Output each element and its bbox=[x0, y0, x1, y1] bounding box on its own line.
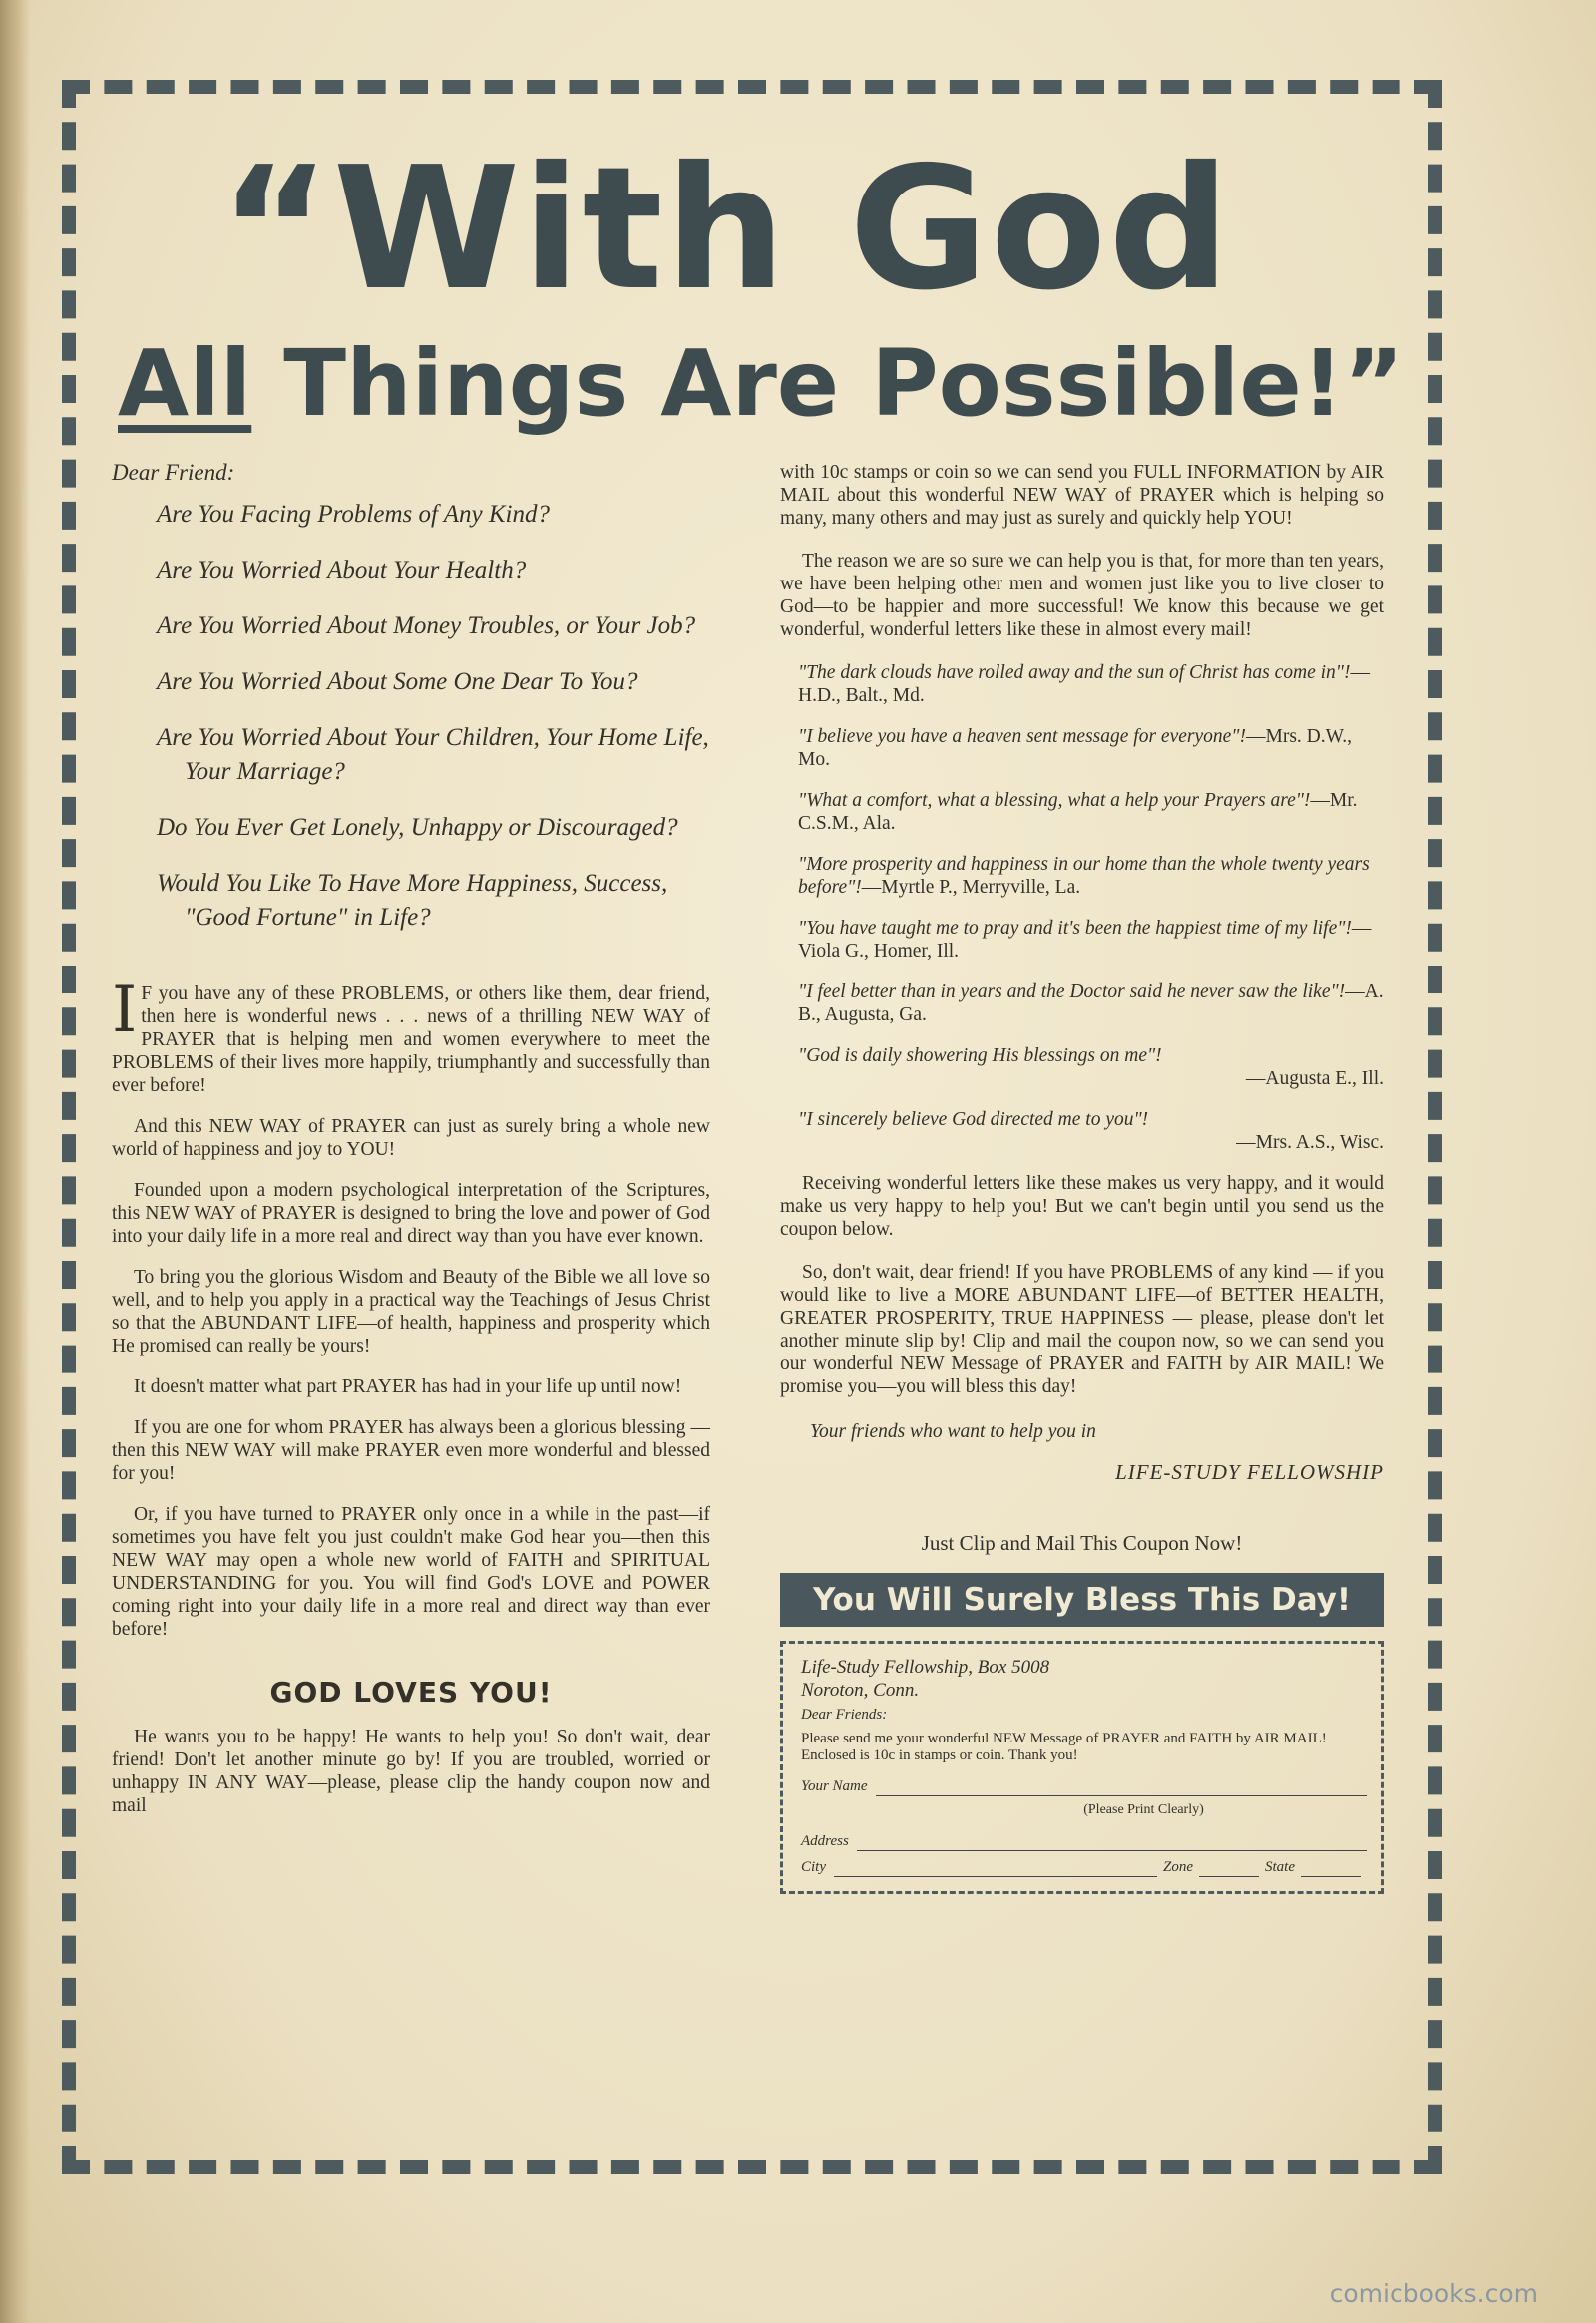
testimonial-quote: "What a comfort, what a blessing, what a help your Prayers are"! bbox=[798, 790, 1311, 811]
body-paragraph: If you are one for whom PRAYER has always been a glorious blessing — then this NEW WAY will make PRAYER even more wonderful and blessed for you! bbox=[112, 1417, 710, 1484]
headline-underlined-word: All bbox=[118, 330, 252, 437]
name-hint: (Please Print Clearly) bbox=[1083, 1802, 1204, 1817]
testimonial-author: —H.D., Balt., Md. bbox=[798, 662, 1370, 706]
state-label: State bbox=[1265, 1859, 1295, 1875]
testimonial-author: —A. B., Augusta, Ga. bbox=[798, 981, 1384, 1025]
testimonial-quote: "I feel better than in years and the Doctor said he never saw the like"! bbox=[798, 981, 1346, 1002]
body-paragraph: Founded upon a modern psychological interpretation of the Scriptures, this NEW WAY of PRAYER is designed to bring the love and power of God into your daily life in a more real and direct way than you have ever known. bbox=[112, 1180, 710, 1247]
headline-line-2-rest: Things Are Possible!” bbox=[251, 330, 1404, 437]
coupon-message: Please send me your wonderful NEW Message of PRAYER and FAITH by AIR MAIL! Enclosed is 10c in stamps or coin. Thank you! bbox=[801, 1731, 1327, 1763]
address-field-row bbox=[801, 1829, 1367, 1851]
reason-paragraph: The reason we are so sure we can help you is that, for more than ten years, we have been helping other men and women just like you to live closer to God—to be happier and more successful! We know this because we get wonderful, wonderful letters like these in almost every mail! bbox=[780, 551, 1384, 640]
body-paragraph-intro bbox=[112, 973, 710, 1097]
headline-line-1: “With God bbox=[219, 131, 1233, 328]
testimonial-author: —Mr. C.S.M., Ala. bbox=[798, 790, 1358, 834]
testimonial bbox=[798, 853, 1384, 899]
drop-cap: I bbox=[112, 973, 138, 1047]
testimonial bbox=[798, 725, 1384, 771]
testimonial bbox=[798, 661, 1384, 707]
body-paragraph: Or, if you have turned to PRAYER only once in a while in the past—if sometimes you have felt you just couldn't make God hear you—then this NEW WAY may open a whole new world of FAITH and SPIRITUAL UNDERSTANDING for you. You will find God's LOVE and POWER coming right into your daily life in a more real and direct way than ever before! bbox=[112, 1504, 710, 1640]
name-label: Your Name bbox=[801, 1778, 868, 1794]
testimonial-author: —Viola G., Homer, Ill. bbox=[798, 918, 1372, 962]
coupon-address-line-1: Life-Study Fellowship, Box 5008 bbox=[801, 1657, 1050, 1678]
body-paragraph: It doesn't matter what part PRAYER has had in your life up until now! bbox=[134, 1376, 682, 1397]
right-column bbox=[780, 461, 1384, 1894]
question-item: Are You Worried About Money Troubles, or Your Job? bbox=[157, 612, 696, 639]
zone-field[interactable] bbox=[1199, 1862, 1259, 1877]
question-item: Are You Facing Problems of Any Kind? bbox=[157, 501, 550, 528]
testimonial-quote: "You have taught me to pray and it's been the happiest time of my life"! bbox=[798, 918, 1352, 939]
closing-paragraph: He wants you to be happy! He wants to help you! So don't wait, dear friend! Don't let another minute go by! If you are troubled, worried or unhappy IN ANY WAY—please, please clip the handy coupon now and mail bbox=[112, 1727, 710, 1816]
testimonial bbox=[798, 917, 1384, 963]
body-paragraph: And this NEW WAY of PRAYER can just as surely bring a whole new world of happiness and joy to YOU! bbox=[112, 1116, 710, 1160]
left-column bbox=[112, 461, 710, 1835]
city-field[interactable] bbox=[834, 1862, 1157, 1877]
testimonial bbox=[798, 980, 1384, 1026]
testimonial-author: —Mrs. A.S., Wisc. bbox=[1236, 1132, 1384, 1153]
signature: LIFE-STUDY FELLOWSHIP bbox=[1115, 1460, 1384, 1484]
zone-label: Zone bbox=[1163, 1859, 1193, 1875]
testimonial-quote: "I believe you have a heaven sent message for everyone"! bbox=[798, 726, 1246, 747]
testimonial-author: —Augusta E., Ill. bbox=[1245, 1068, 1384, 1089]
clip-instruction: Just Clip and Mail This Coupon Now! bbox=[921, 1531, 1243, 1555]
testimonial-author: —Mrs. D.W., Mo. bbox=[798, 726, 1352, 770]
receiving-paragraph: Receiving wonderful letters like these makes us very happy, and it would make us very happy to help you! But we can't begin until you send us the coupon below. bbox=[780, 1173, 1384, 1240]
intro-text: F you have any of these PROBLEMS, or others like them, dear friend, then here is wonderful news . . . news of a thrilling NEW WAY of PRAYER that is helping men and women everywhere to meet the PROBLEMS of their lives more happily, triumphantly and successfully than ever before! bbox=[112, 983, 710, 1096]
headline-line-2 bbox=[118, 329, 1404, 439]
coupon-dear: Dear Friends: bbox=[801, 1707, 888, 1723]
testimonial bbox=[798, 789, 1384, 835]
testimonial bbox=[798, 1044, 1384, 1090]
question-item: Are You Worried About Your Children, Your Home Life, Your Marriage? bbox=[157, 724, 709, 785]
question-item: Are You Worried About Your Health? bbox=[157, 557, 527, 583]
mail-coupon bbox=[780, 1641, 1384, 1894]
question-item: Do You Ever Get Lonely, Unhappy or Discouraged? bbox=[157, 814, 678, 841]
body-paragraph: To bring you the glorious Wisdom and Beauty of the Bible we all love so well, and to help you apply in a practical way the Teachings of Jesus Christ so that the ABUNDANT LIFE—of health, happiness and prosperity which He promised can really be yours! bbox=[112, 1267, 710, 1356]
coupon-address-line-2: Noroton, Conn. bbox=[801, 1680, 920, 1701]
watermark: comicbooks.com bbox=[1329, 2279, 1538, 2308]
testimonial-quote: "The dark clouds have rolled away and the sun of Christ has come in"! bbox=[798, 662, 1351, 683]
section-heading: GOD LOVES YOU! bbox=[269, 1676, 553, 1709]
continuation-paragraph: with 10c stamps or coin so we can send you FULL INFORMATION by AIR MAIL about this wonderful NEW WAY of PRAYER which is helping so many, many others and may just as surely and quickly help YOU! bbox=[780, 462, 1384, 529]
page-spine-shadow bbox=[0, 0, 30, 2323]
state-field[interactable] bbox=[1301, 1862, 1361, 1877]
coupon-banner: You Will Surely Bless This Day! bbox=[780, 1573, 1384, 1627]
testimonial-quote: "God is daily showering His blessings on me"! bbox=[798, 1045, 1162, 1066]
name-field[interactable] bbox=[876, 1781, 1367, 1796]
city-zone-state-row bbox=[801, 1855, 1367, 1877]
testimonial-quote: "I sincerely believe God directed me to you"! bbox=[798, 1109, 1149, 1130]
question-item: Are You Worried About Some One Dear To You? bbox=[157, 668, 638, 695]
address-label: Address bbox=[801, 1833, 849, 1849]
question-item: Would You Like To Have More Happiness, Success, "Good Fortune" in Life? bbox=[157, 870, 668, 931]
name-field-row bbox=[801, 1774, 1367, 1796]
testimonial-author: —Myrtle P., Merryville, La. bbox=[861, 877, 1081, 898]
signoff: Your friends who want to help you in bbox=[810, 1421, 1096, 1442]
salutation: Dear Friend: bbox=[112, 460, 235, 485]
testimonial bbox=[798, 1108, 1384, 1154]
city-label: City bbox=[801, 1859, 826, 1875]
address-field[interactable] bbox=[857, 1836, 1367, 1851]
testimonial-quote: "More prosperity and happiness in our home than the whole twenty years before"! bbox=[798, 854, 1370, 898]
appeal-paragraph: So, don't wait, dear friend! If you have PROBLEMS of any kind — if you would like to live a MORE ABUNDANT LIFE—of BETTER HEALTH, GREATER PROSPERITY, TRUE HAPPINESS — please, please don't let another minute slip by! Clip and mail the coupon now, so we can send you our wonderful NEW Message of PRAYER and FAITH by AIR MAIL! We promise you—you will bless this day! bbox=[780, 1262, 1384, 1397]
